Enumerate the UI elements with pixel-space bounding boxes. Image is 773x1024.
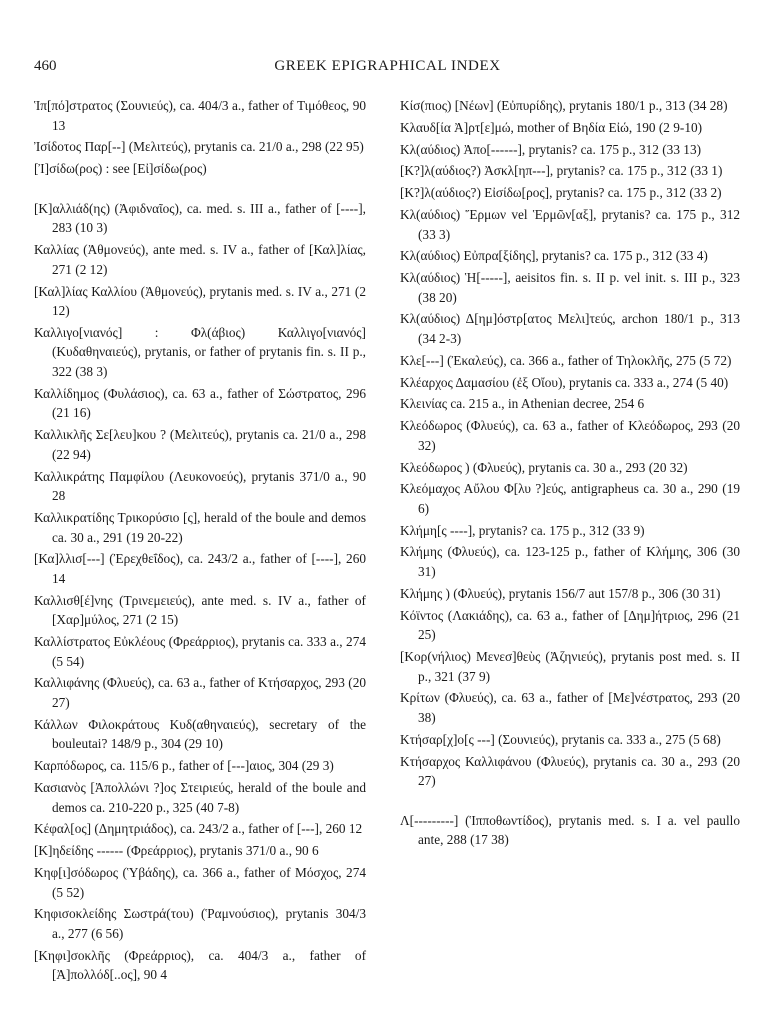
index-entry: [Κ?]λ(αύδιος?) Ἀσκλ[ηπ---], prytanis? ca. 175 p., 312 (33 1)	[400, 163, 723, 179]
index-entry: Κλαυδ[ία Ἀ]ρτ[ε]μώ, mother of Βηδία Εἰώ, 190 (2 9-10)	[400, 119, 703, 135]
index-entry: [Ἰ]σίδω(ρος) : see [Εἰ]σίδω(ρος)	[34, 161, 207, 177]
index-entry: Κασιανὸς [Ἀπολλώνι ?]ος Στειριεύς, herald of the boule and demos ca. 210-220 p., 325 (40 7-8)	[34, 780, 366, 815]
page-number: 460	[34, 58, 57, 74]
index-entry: [Κορ(νήλιος) Μενεσ]θεὺς (Ἀζηνιεύς), prytanis post med. s. II p., 321 (37 9)	[400, 649, 740, 684]
index-entry: Κίσ(πιος) [Νέων] (Εὐπυρίδης), prytanis 180/1 p., 313 (34 28)	[400, 98, 728, 113]
index-entry: Καλλίστρατος Εὐκλέους (Φρεάρριος), prytanis ca. 333 a., 274 (5 54)	[34, 634, 366, 669]
index-entry: Κρίτων (Φλυεύς), ca. 63 a., father of [Με]νέστρατος, 293 (20 38)	[400, 690, 740, 725]
left-column	[34, 96, 366, 987]
index-entry: Κλε[---] (Ἐκαλεύς), ca. 366 a., father of Τηλοκλῆς, 275 (5 72)	[400, 352, 732, 368]
index-entry: Κηφισοκλείδης Σωστρά(του) (Ῥαμνούσιος), prytanis 304/3 a., 277 (6 56)	[34, 906, 366, 941]
index-entry: Καλλικρατίδης Τρικορύσιο [ς], herald of the boule and demos ca. 30 a., 291 (19 20-22)	[34, 509, 366, 545]
index-entry: Κλ(αύδιος) Ἡ[-----], aeisitos fin. s. II p. vel init. s. III p., 323 (38 20)	[400, 270, 740, 305]
index-entry: Καλλίας (Ἀθμονεύς), ante med. s. IV a., father of [Καλ]λίας, 271 (2 12)	[34, 242, 366, 277]
index-entry: Κλεινίας ca. 215 a., in Athenian decree, 254 6	[400, 396, 645, 412]
index-entry: Καλλικλῆς Σε[λευ]κου ? (Μελιτεύς), prytanis ca. 21/0 a., 298 (22 94)	[34, 427, 366, 462]
index-entry: Κλ(αύδιος) Ἀπο[------], prytanis? ca. 175 p., 312 (33 13)	[400, 141, 702, 157]
index-entry: Κλεόδωρος (Φλυεύς), ca. 63 a., father of Κλεόδωρος, 293 (20 32)	[400, 418, 740, 453]
index-entry: Κλήμη[ς ----], prytanis? ca. 175 p., 312 (33 9)	[400, 522, 645, 538]
running-header	[34, 58, 741, 80]
index-entry: Κέφαλ[ος] (Δημητριάδος), ca. 243/2 a., father of [---], 260 12	[34, 821, 363, 837]
index-entry: Καλλικράτης Παμφίλου (Λευκονοεύς), prytanis 371/0 a., 90 28	[34, 468, 366, 504]
index-entry: [Καλ]λίας Καλλίου (Ἀθμονεύς), prytanis med. s. IV a., 271 (2 12)	[34, 283, 366, 319]
index-entry: Κλήμης ) (Φλυεύς), prytanis 156/7 aut 157/8 p., 306 (30 31)	[400, 585, 721, 601]
index-entry: Λ[---------] (Ἱπποθωντίδος), prytanis med. s. I a. vel paullo ante, 288 (17 38)	[400, 812, 740, 848]
index-entry: Κηφ[ι]σόδωρος (Ὑβάδης), ca. 366 a., father of Μόσχος, 274 (5 52)	[34, 864, 366, 900]
index-entry: [Κηφι]σοκλῆς (Φρεάρριος), ca. 404/3 a., father of [Ἀ]πολλόδ[..ος], 90 4	[34, 947, 366, 983]
index-entry: Κλεόμαχος Αὔλου Φ[λυ ?]εύς, antigrapheus ca. 30 a., 290 (19 6)	[400, 481, 740, 516]
index-entry: [Κ]ηδείδης ------ (Φρεάρριος), prytanis 371/0 a., 90 6	[34, 843, 319, 859]
index-entry: Ἱπ[πό]στρατος (Σουνιεύς), ca. 404/3 a., father of Τιμόθεος, 90 13	[34, 98, 366, 133]
right-column	[400, 96, 740, 852]
index-entry: Καλλιγο[νιανός] : Φλ(άβιος) Καλλιγο[νιανός] (Κυδαθηναιεύς), prytanis, or father of prytanis fin. s. II p., 322 (38 3)	[34, 324, 366, 380]
index-entry: Κόϊντος (Λακιάδης), ca. 63 a., father of [Δημ]ήτριος, 296 (21 25)	[400, 607, 740, 643]
index-entry: Καλλιφάνης (Φλυεύς), ca. 63 a., father of Κτήσαρχος, 293 (20 27)	[34, 675, 366, 711]
index-entry: Καλλισθ[έ]νης (Τρινεμειεύς), ante med. s. IV a., father of [Χαρ]μύλος, 271 (2 15)	[34, 592, 366, 628]
index-entry: Κλέαρχος Δαμασίου (ἐξ Οἴου), prytanis ca. 333 a., 274 (5 40)	[400, 374, 729, 390]
index-entry: Ἰσίδοτος Παρ[--] (Μελιτεύς), prytanis ca. 21/0 a., 298 (22 95)	[34, 139, 364, 155]
index-entry: [Κα]λλισ[---] (Ἐρεχθεΐδος), ca. 243/2 a., father of [----], 260 14	[34, 551, 366, 586]
running-title: GREEK EPIGRAPHICAL INDEX	[274, 58, 501, 74]
index-entry: Κλ(αύδιος) Δ[ημ]όστρ[ατος Μελι]τεύς, archon 180/1 p., 313 (34 2-3)	[400, 311, 740, 347]
index-entry: [Κ]αλλιάδ(ης) (Ἀφιδναῖος), ca. med. s. III a., father of [----], 283 (10 3)	[34, 200, 366, 236]
index-entry: Κλεόδωρος ) (Φλυεύς), prytanis ca. 30 a., 293 (20 32)	[400, 459, 688, 475]
index-entry: Καρπόδωρος, ca. 115/6 p., father of [---]αιος, 304 (29 3)	[34, 758, 334, 774]
index-entry: Κλήμης (Φλυεύς), ca. 123-125 p., father of Κλήμης, 306 (30 31)	[400, 544, 740, 580]
index-entry: Κάλλων Φιλοκράτους Κυδ(αθηναιεύς), secretary of the bouleutai? 148/9 p., 304 (29 10)	[34, 716, 366, 752]
index-entry: Καλλίδημος (Φυλάσιος), ca. 63 a., father of Σώστρατος, 296 (21 16)	[34, 385, 366, 421]
index-entry: Κτήσαρχος Καλλιφάνου (Φλυεύς), prytanis ca. 30 a., 293 (20 27)	[400, 753, 740, 789]
index-entry: [Κ?]λ(αύδιος?) Εἰσίδω[ρος], prytanis? ca. 175 p., 312 (33 2)	[400, 185, 722, 201]
index-entry: Κτήσαρ[χ]ο[ς ---] (Σουνιεύς), prytanis ca. 333 a., 275 (5 68)	[400, 731, 721, 747]
index-entry: Κλ(αύδιος) Εὐπρα[ξίδης], prytanis? ca. 175 p., 312 (33 4)	[400, 248, 708, 264]
index-entry: Κλ(αύδιος) Ἕρμων vel Ἑρμῶν[αξ], prytanis? ca. 175 p., 312 (33 3)	[400, 206, 740, 242]
